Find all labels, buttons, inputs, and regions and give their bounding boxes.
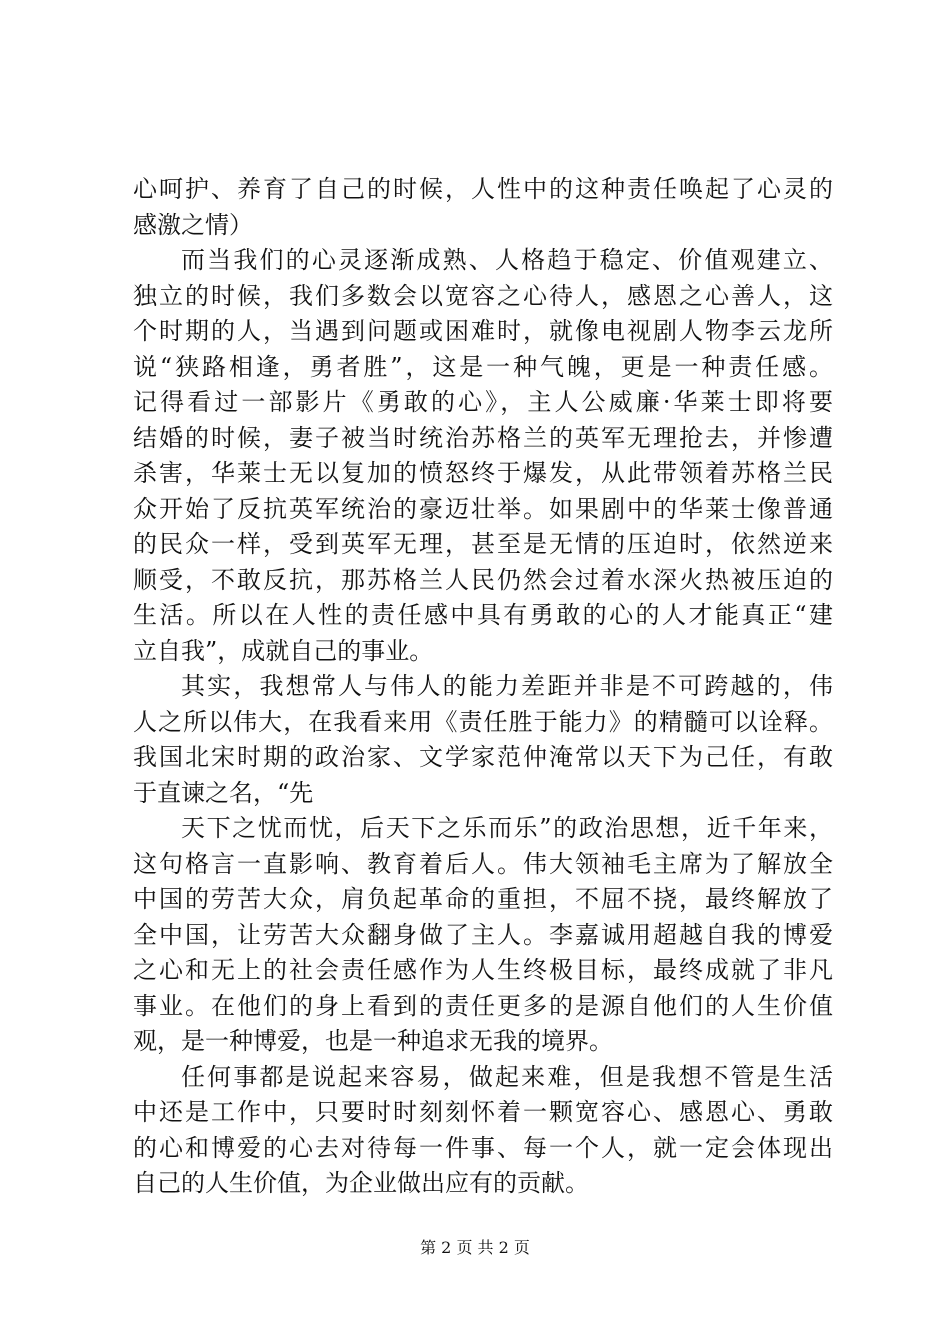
- text-line: 杀害，华莱士无以复加的愤怒终于爆发，从此带领着苏格兰民: [133, 459, 833, 487]
- text-line: 事业。在他们的身上看到的责任更多的是源自他们的人生价值: [133, 991, 833, 1020]
- text-line: 的心和博爱的心去对待每一件事、每一个人，就一定会体现出: [133, 1133, 833, 1162]
- text-line: 我国北宋时期的政治家、文学家范仲淹常以天下为己任，有敢: [133, 743, 833, 771]
- text-line: 的民众一样，受到英军无理，甚至是无情的压迫时，依然逆来: [133, 530, 833, 558]
- text-line: 感激之情）: [133, 210, 253, 239]
- text-line: 心呵护、养育了自己的时候，人性中的这种责任唤起了心灵的: [133, 175, 833, 203]
- text-line: 自己的人生价值，为企业做出应有的贡献。: [133, 1169, 589, 1197]
- text-line: 立自我”，成就自己的事业。: [133, 636, 434, 665]
- text-line: 说“狭路相逢，勇者胜”，这是一种气魄，更是一种责任感。: [133, 352, 833, 381]
- text-line: 于直谏之名，“先: [133, 778, 314, 807]
- page-footer: 第 2 页 共 2 页: [420, 1238, 530, 1257]
- text-line: 其实，我想常人与伟人的能力差距并非是不可跨越的，伟: [181, 672, 833, 700]
- text-line: 生活。所以在人性的责任感中具有勇敢的心的人才能真正“建: [133, 601, 833, 629]
- text-line: 中国的劳苦大众，肩负起革命的重担，不屈不挠，最终解放了: [133, 885, 833, 913]
- text-line: 独立的时候，我们多数会以宽容之心待人，感恩之心善人，这: [133, 281, 833, 310]
- text-line: 个时期的人，当遇到问题或困难时，就像电视剧人物李云龙所: [133, 317, 833, 345]
- text-line: 结婚的时候，妻子被当时统治苏格兰的英军无理抢去，并惨遭: [133, 423, 833, 452]
- text-line: 众开始了反抗英军统治的豪迈壮举。如果剧中的华莱士像普通: [133, 494, 833, 523]
- text-line: 中还是工作中，只要时时刻刻怀着一颗宽容心、感恩心、勇敢: [133, 1098, 833, 1126]
- document-body: [133, 172, 833, 1202]
- text-line: 人之所以伟大，在我看来用《责任胜于能力》的精髓可以诠释。: [133, 707, 833, 736]
- text-line: 这句格言一直影响、教育着后人。伟大领袖毛主席为了解放全: [133, 849, 833, 878]
- text-line: 而当我们的心灵逐渐成熟、人格趋于稳定、价值观建立、: [181, 246, 833, 274]
- text-line: 观，是一种博爱，也是一种追求无我的境界。: [133, 1027, 613, 1055]
- text-line: 全中国，让劳苦大众翻身做了主人。李嘉诚用超越自我的博爱: [133, 920, 833, 949]
- text-line: 任何事都是说起来容易，做起来难，但是我想不管是生活: [181, 1062, 833, 1091]
- text-line: 天下之忧而忧，后天下之乐而乐”的政治思想，近千年来，: [181, 814, 833, 842]
- text-line: 记得看过一部影片《勇敢的心》，主人公威廉·华莱士即将要: [133, 388, 833, 416]
- text-line: 顺受，不敢反抗，那苏格兰人民仍然会过着水深火热被压迫的: [133, 565, 833, 594]
- text-line: 之心和无上的社会责任感作为人生终极目标，最终成就了非凡: [133, 956, 833, 984]
